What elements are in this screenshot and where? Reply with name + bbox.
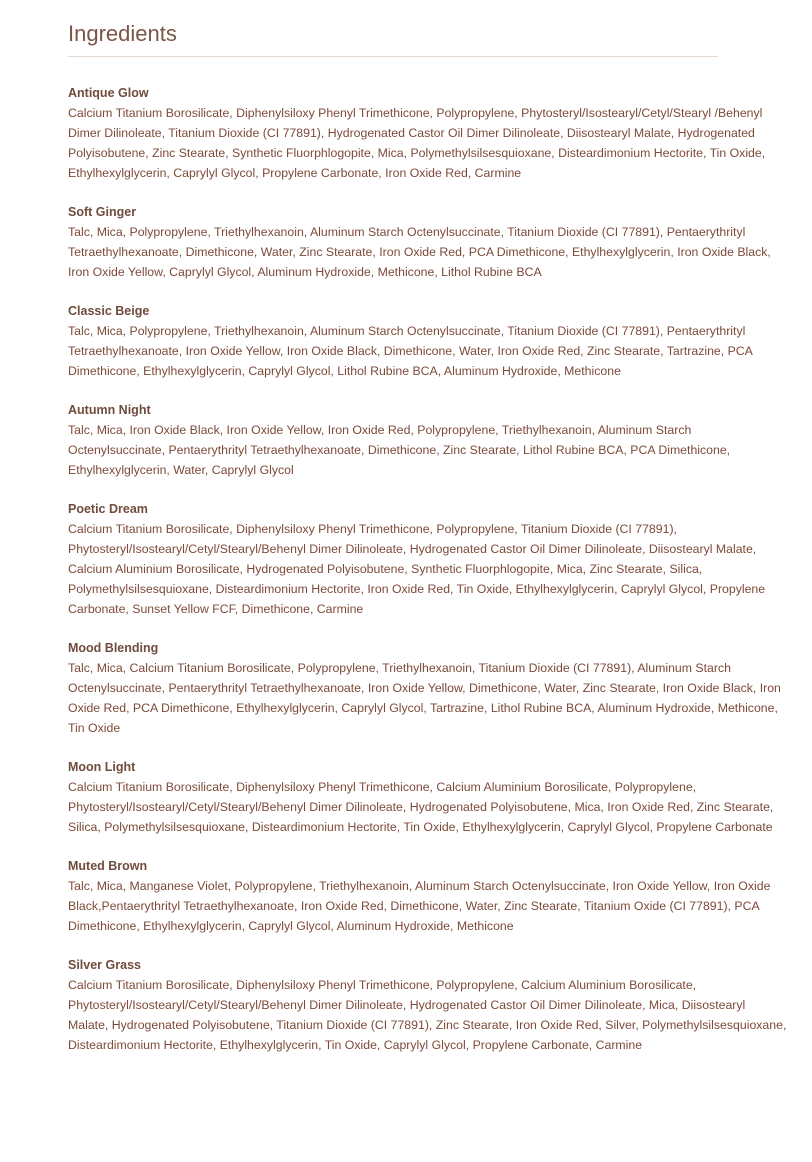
shade-section: [68, 301, 788, 381]
shade-ingredients: Calcium Titanium Borosilicate, Diphenylsiloxy Phenyl Trimethicone, Calcium Aluminium Borosilicate, Polypropylene, Phytosteryl/Isostearyl/Cetyl/Stearyl/Behenyl Dimer Dilinoleate, Hydrogenated Polyisobutene, Mica, Iron Oxide Red, Zinc Stearate, Silica, Polymethylsilsesquioxane, Disteardimonium Hectorite, Tin Oxide, Ethylhexylglycerin, Caprylyl Glycol, Propylene Carbonate: [68, 780, 774, 834]
shade-name: Autumn Night: [68, 403, 151, 417]
shade-section: [68, 499, 788, 619]
shade-name: Muted Brown: [68, 859, 148, 873]
shade-name: Poetic Dream: [68, 502, 148, 516]
shade-name: Mood Blending: [68, 641, 159, 655]
shade-section: [68, 400, 788, 480]
shade-ingredients: Talc, Mica, Polypropylene, Triethylhexanoin, Aluminum Starch Octenylsuccinate, Titanium Dioxide (CI 77891), Pentaerythrityl Tetraethylhexanoate, Dimethicone, Water, Zinc Stearate, Iron Oxide Red, PCA Dimethicone, Ethylhexylglycerin, Iron Oxide Black, Iron Oxide Yellow, Caprylyl Glycol, Aluminum Hydroxide, Methicone, Lithol Rubine BCA: [68, 225, 771, 279]
shade-ingredients: Talc, Mica, Iron Oxide Black, Iron Oxide Yellow, Iron Oxide Red, Polypropylene, Triethylhexanoin, Aluminum Starch Octenylsuccinate, Pentaerythrityl Tetraethylhexanoate, Dimethicone, Zinc Stearate, Lithol Rubine BCA, PCA Dimethicone, Ethylhexylglycerin, Water, Caprylyl Glycol: [68, 423, 731, 477]
shade-name: Antique Glow: [68, 86, 149, 100]
shade-section: [68, 955, 788, 1055]
shade-section: [68, 83, 788, 183]
shade-name: Moon Light: [68, 760, 136, 774]
ingredients-list: [68, 83, 788, 1055]
ingredients-panel: [68, 18, 788, 1074]
page-title: Ingredients: [68, 21, 177, 46]
shade-ingredients: Calcium Titanium Borosilicate, Diphenylsiloxy Phenyl Trimethicone, Polypropylene, Phytosteryl/Isostearyl/Cetyl/Stearyl /Behenyl Dimer Dilinoleate, Titanium Dioxide (CI 77891), Hydrogenated Castor Oil Dimer Dilinoleate, Diisostearyl Malate, Hydrogenated Polyisobutene, Zinc Stearate, Synthetic Fluorphlogopite, Mica, Polymethylsilsesquioxane, Disteardimonium Hectorite, Tin Oxide, Ethylhexylglycerin, Caprylyl Glycol, Propylene Carbonate, Iron Oxide Red, Carmine: [68, 106, 766, 180]
shade-section: [68, 638, 788, 738]
shade-ingredients: Talc, Mica, Calcium Titanium Borosilicate, Polypropylene, Triethylhexanoin, Titanium Dioxide (CI 77891), Aluminum Starch Octenylsuccinate, Pentaerythrityl Tetraethylhexanoate, Iron Oxide Yellow, Dimethicone, Water, Zinc Stearate, Iron Oxide Black, Iron Oxide Red, PCA Dimethicone, Ethylhexylglycerin, Caprylyl Glycol, Tartrazine, Lithol Rubine BCA, Aluminum Hydroxide, Methicone, Tin Oxide: [68, 661, 781, 735]
divider: [68, 56, 718, 57]
shade-section: [68, 757, 788, 837]
shade-section: [68, 202, 788, 282]
shade-ingredients: Talc, Mica, Manganese Violet, Polypropylene, Triethylhexanoin, Aluminum Starch Octenylsuccinate, Iron Oxide Yellow, Iron Oxide Black,Pentaerythrityl Tetraethylhexanoate, Iron Oxide Red, Dimethicone, Water, Zinc Stearate, Titanium Oxide (CI 77891), PCA Dimethicone, Ethylhexylglycerin, Caprylyl Glycol, Aluminum Hydroxide, Methicone: [68, 879, 771, 933]
shade-name: Silver Grass: [68, 958, 141, 972]
shade-name: Classic Beige: [68, 304, 150, 318]
shade-ingredients: Calcium Titanium Borosilicate, Diphenylsiloxy Phenyl Trimethicone, Polypropylene, Titanium Dioxide (CI 77891), Phytosteryl/Isostearyl/Cetyl/Stearyl/Behenyl Dimer Dilinoleate, Hydrogenated Castor Oil Dimer Dilinoleate, Diisostearyl Malate, Calcium Aluminium Borosilicate, Hydrogenated Polyisobutene, Synthetic Fluorphlogopite, Mica, Zinc Stearate, Silica, Polymethylsilsesquioxane, Disteardimonium Hectorite, Iron Oxide Red, Tin Oxide, Ethylhexylglycerin, Caprylyl Glycol, Propylene Carbonate, Sunset Yellow FCF, Dimethicone, Carmine: [68, 522, 766, 616]
shade-ingredients: Calcium Titanium Borosilicate, Diphenylsiloxy Phenyl Trimethicone, Polypropylene, Calcium Aluminium Borosilicate, Phytosteryl/Isostearyl/Cetyl/Stearyl/Behenyl Dimer Dilinoleate, Hydrogenated Castor Oil Dimer Dilinoleate, Mica, Diisostearyl Malate, Hydrogenated Polyisobutene, Titanium Dioxide (CI 77891), Zinc Stearate, Iron Oxide Red, Silver, Polymethylsilsesquioxane, Disteardimonium Hectorite, Ethylhexylglycerin, Tin Oxide, Caprylyl Glycol, Propylene Carbonate, Carmine: [68, 978, 787, 1052]
shade-name: Soft Ginger: [68, 205, 137, 219]
shade-section: [68, 856, 788, 936]
shade-ingredients: Talc, Mica, Polypropylene, Triethylhexanoin, Aluminum Starch Octenylsuccinate, Titanium Dioxide (CI 77891), Pentaerythrityl Tetraethylhexanoate, Iron Oxide Yellow, Iron Oxide Black, Dimethicone, Water, Iron Oxide Red, Zinc Stearate, Tartrazine, PCA Dimethicone, Ethylhexylglycerin, Caprylyl Glycol, Lithol Rubine BCA, Aluminum Hydroxide, Methicone: [68, 324, 753, 378]
